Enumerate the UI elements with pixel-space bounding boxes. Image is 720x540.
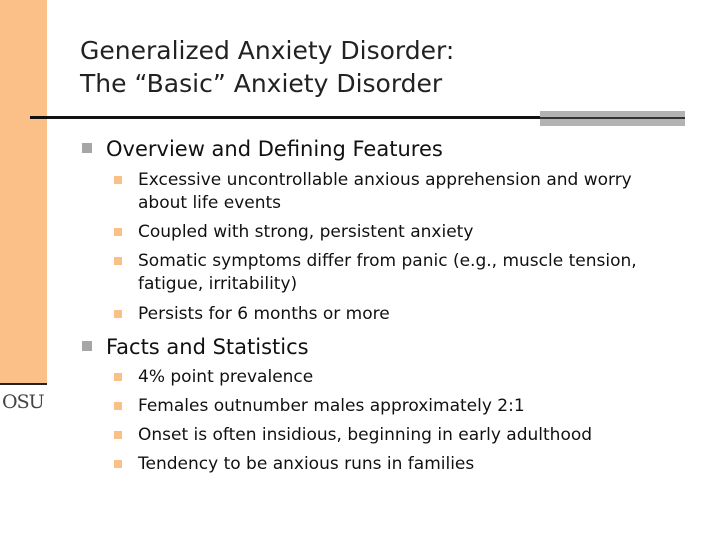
- slide-title-line-1: Generalized Anxiety Disorder:: [80, 36, 455, 65]
- bullet-icon: [114, 402, 122, 410]
- bullet-icon: [114, 460, 122, 468]
- list-item: Tendency to be anxious runs in families: [138, 454, 475, 474]
- list-item: Onset is often insidious, beginning in early adulthood: [138, 425, 593, 445]
- title-divider-accent-line: [540, 117, 685, 119]
- list-item: Females outnumber males approximately 2:1: [138, 396, 525, 416]
- list-item: Persists for 6 months or more: [138, 304, 390, 324]
- bullet-icon: [114, 228, 122, 236]
- bullet-icon: [114, 373, 122, 381]
- left-divider: [0, 383, 47, 385]
- section-bullet-icon: [82, 143, 92, 153]
- bullet-icon: [114, 176, 122, 184]
- bullet-icon: [114, 431, 122, 439]
- list-item: Somatic symptoms differ from panic (e.g., muscle tension, fatigue, irritability): [138, 251, 637, 294]
- bullet-icon: [114, 257, 122, 265]
- section-bullet-icon: [82, 341, 92, 351]
- section-heading-overview: Overview and Defining Features: [106, 137, 443, 161]
- section-heading-facts: Facts and Statistics: [106, 335, 309, 359]
- list-item: Excessive uncontrollable anxious apprehension and worry about life events: [138, 170, 632, 213]
- osu-logo: OSU: [2, 391, 44, 413]
- list-item: Coupled with strong, persistent anxiety: [138, 222, 474, 242]
- left-accent-bar: [0, 0, 47, 383]
- slide-title-line-2: The “Basic” Anxiety Disorder: [80, 69, 443, 98]
- slide-title: [80, 34, 454, 100]
- list-item: 4% point prevalence: [138, 367, 314, 387]
- bullet-icon: [114, 310, 122, 318]
